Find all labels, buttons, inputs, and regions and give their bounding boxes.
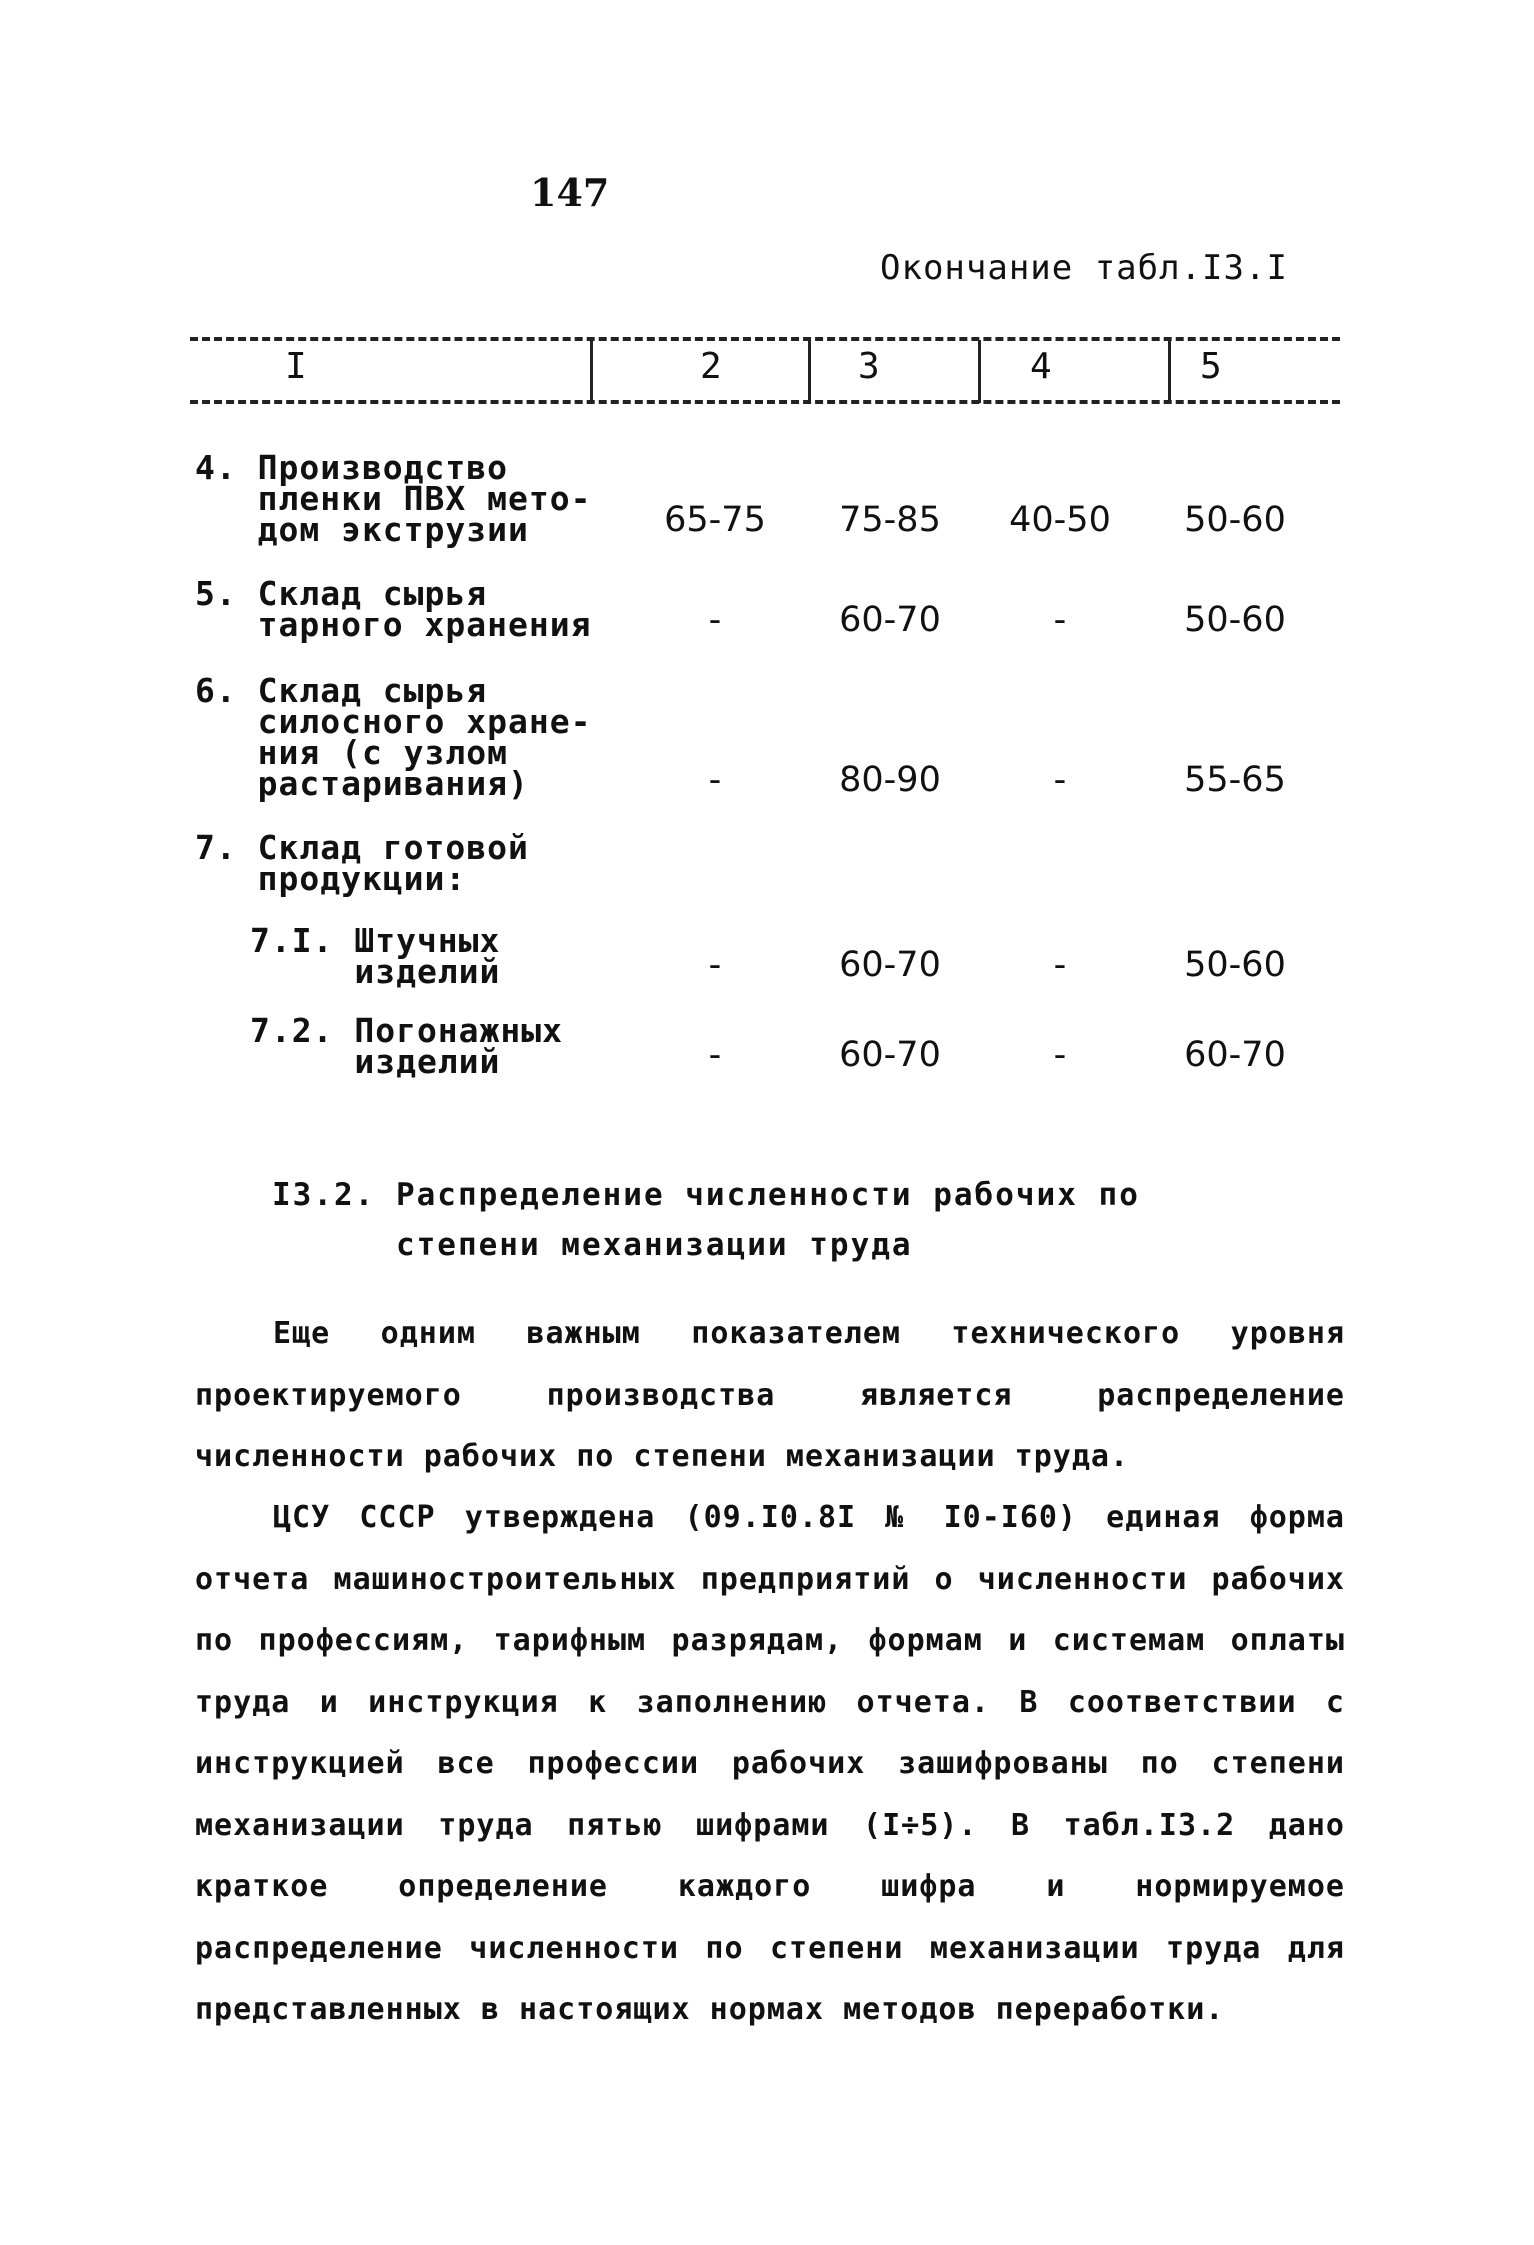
table-cell: 65-75 (664, 500, 766, 540)
row-label: 4. Производство пленки ПВХ мето- дом экструзии (195, 448, 592, 549)
column-header-3: 3 (858, 346, 880, 387)
body-paragraph (195, 1487, 1345, 2041)
column-header-1: I (285, 346, 307, 387)
table-cell: 75-85 (839, 500, 941, 540)
row-label: 7. Склад готовой продукции: (195, 828, 529, 898)
column-header-2: 2 (700, 346, 722, 387)
table-cell: 50-60 (1184, 500, 1286, 540)
table-cell: - (708, 760, 722, 800)
row-label: 5. Склад сырья тарного хранения (195, 574, 592, 644)
table-cell: - (1053, 945, 1067, 985)
column-header-4: 4 (1030, 346, 1052, 387)
table-cell: - (708, 945, 722, 985)
table-cell: - (1053, 760, 1067, 800)
table-cell: 60-70 (839, 600, 941, 640)
table-cell: 50-60 (1184, 600, 1286, 640)
table-cell: 55-65 (1184, 760, 1286, 800)
table-cell: - (708, 1035, 722, 1075)
column-separator (808, 340, 811, 403)
table-cell: 60-70 (839, 1035, 941, 1075)
row-label: 7.I. Штучных изделий (250, 921, 501, 991)
row-label: 6. Склад сырья силосного хране- ния (с узлом растаривания) (195, 671, 592, 803)
column-header-5: 5 (1200, 346, 1222, 387)
body-paragraph (195, 1303, 1345, 1488)
paragraph-text: Еще одним важным показателем технического уровня проектируемого производства является распределение численности рабочих по степени механизации труда. (195, 1316, 1345, 1474)
column-separator (1168, 340, 1171, 403)
table-caption: Окончание табл.I3.I (880, 248, 1288, 288)
column-separator (590, 340, 593, 403)
table-cell: - (1053, 600, 1067, 640)
section-heading: I3.2. Распределение численности рабочих по степени механизации труда (272, 1177, 1140, 1263)
table-cell: 50-60 (1184, 945, 1286, 985)
table-cell: - (1053, 1035, 1067, 1075)
table-cell: 60-70 (839, 945, 941, 985)
table-cell: 80-90 (839, 760, 941, 800)
table-cell: 60-70 (1184, 1035, 1286, 1075)
table-cell: 40-50 (1009, 500, 1111, 540)
column-separator (978, 340, 981, 403)
paragraph-text: ЦСУ СССР утверждена (09.I0.8I № I0-I60) единая форма отчета машиностроительных предприятий о численности рабочих по профессиям, тарифным разрядам, формам и системам оплаты труда и инструкция к заполнению отчета. В соответствии с инструкцией все профессии рабочих зашифрованы по степени механизации труда пятью шифрами (I÷5). В табл.I3.2 дано краткое определение каждого шифра и нормируемое распределение численности по степени механизации труда для представленных в настоящих нормах методов переработки. (195, 1500, 1345, 2027)
table-cell: - (708, 600, 722, 640)
row-label: 7.2. Погонажных изделий (250, 1011, 564, 1081)
page-number: 147 (530, 170, 610, 215)
